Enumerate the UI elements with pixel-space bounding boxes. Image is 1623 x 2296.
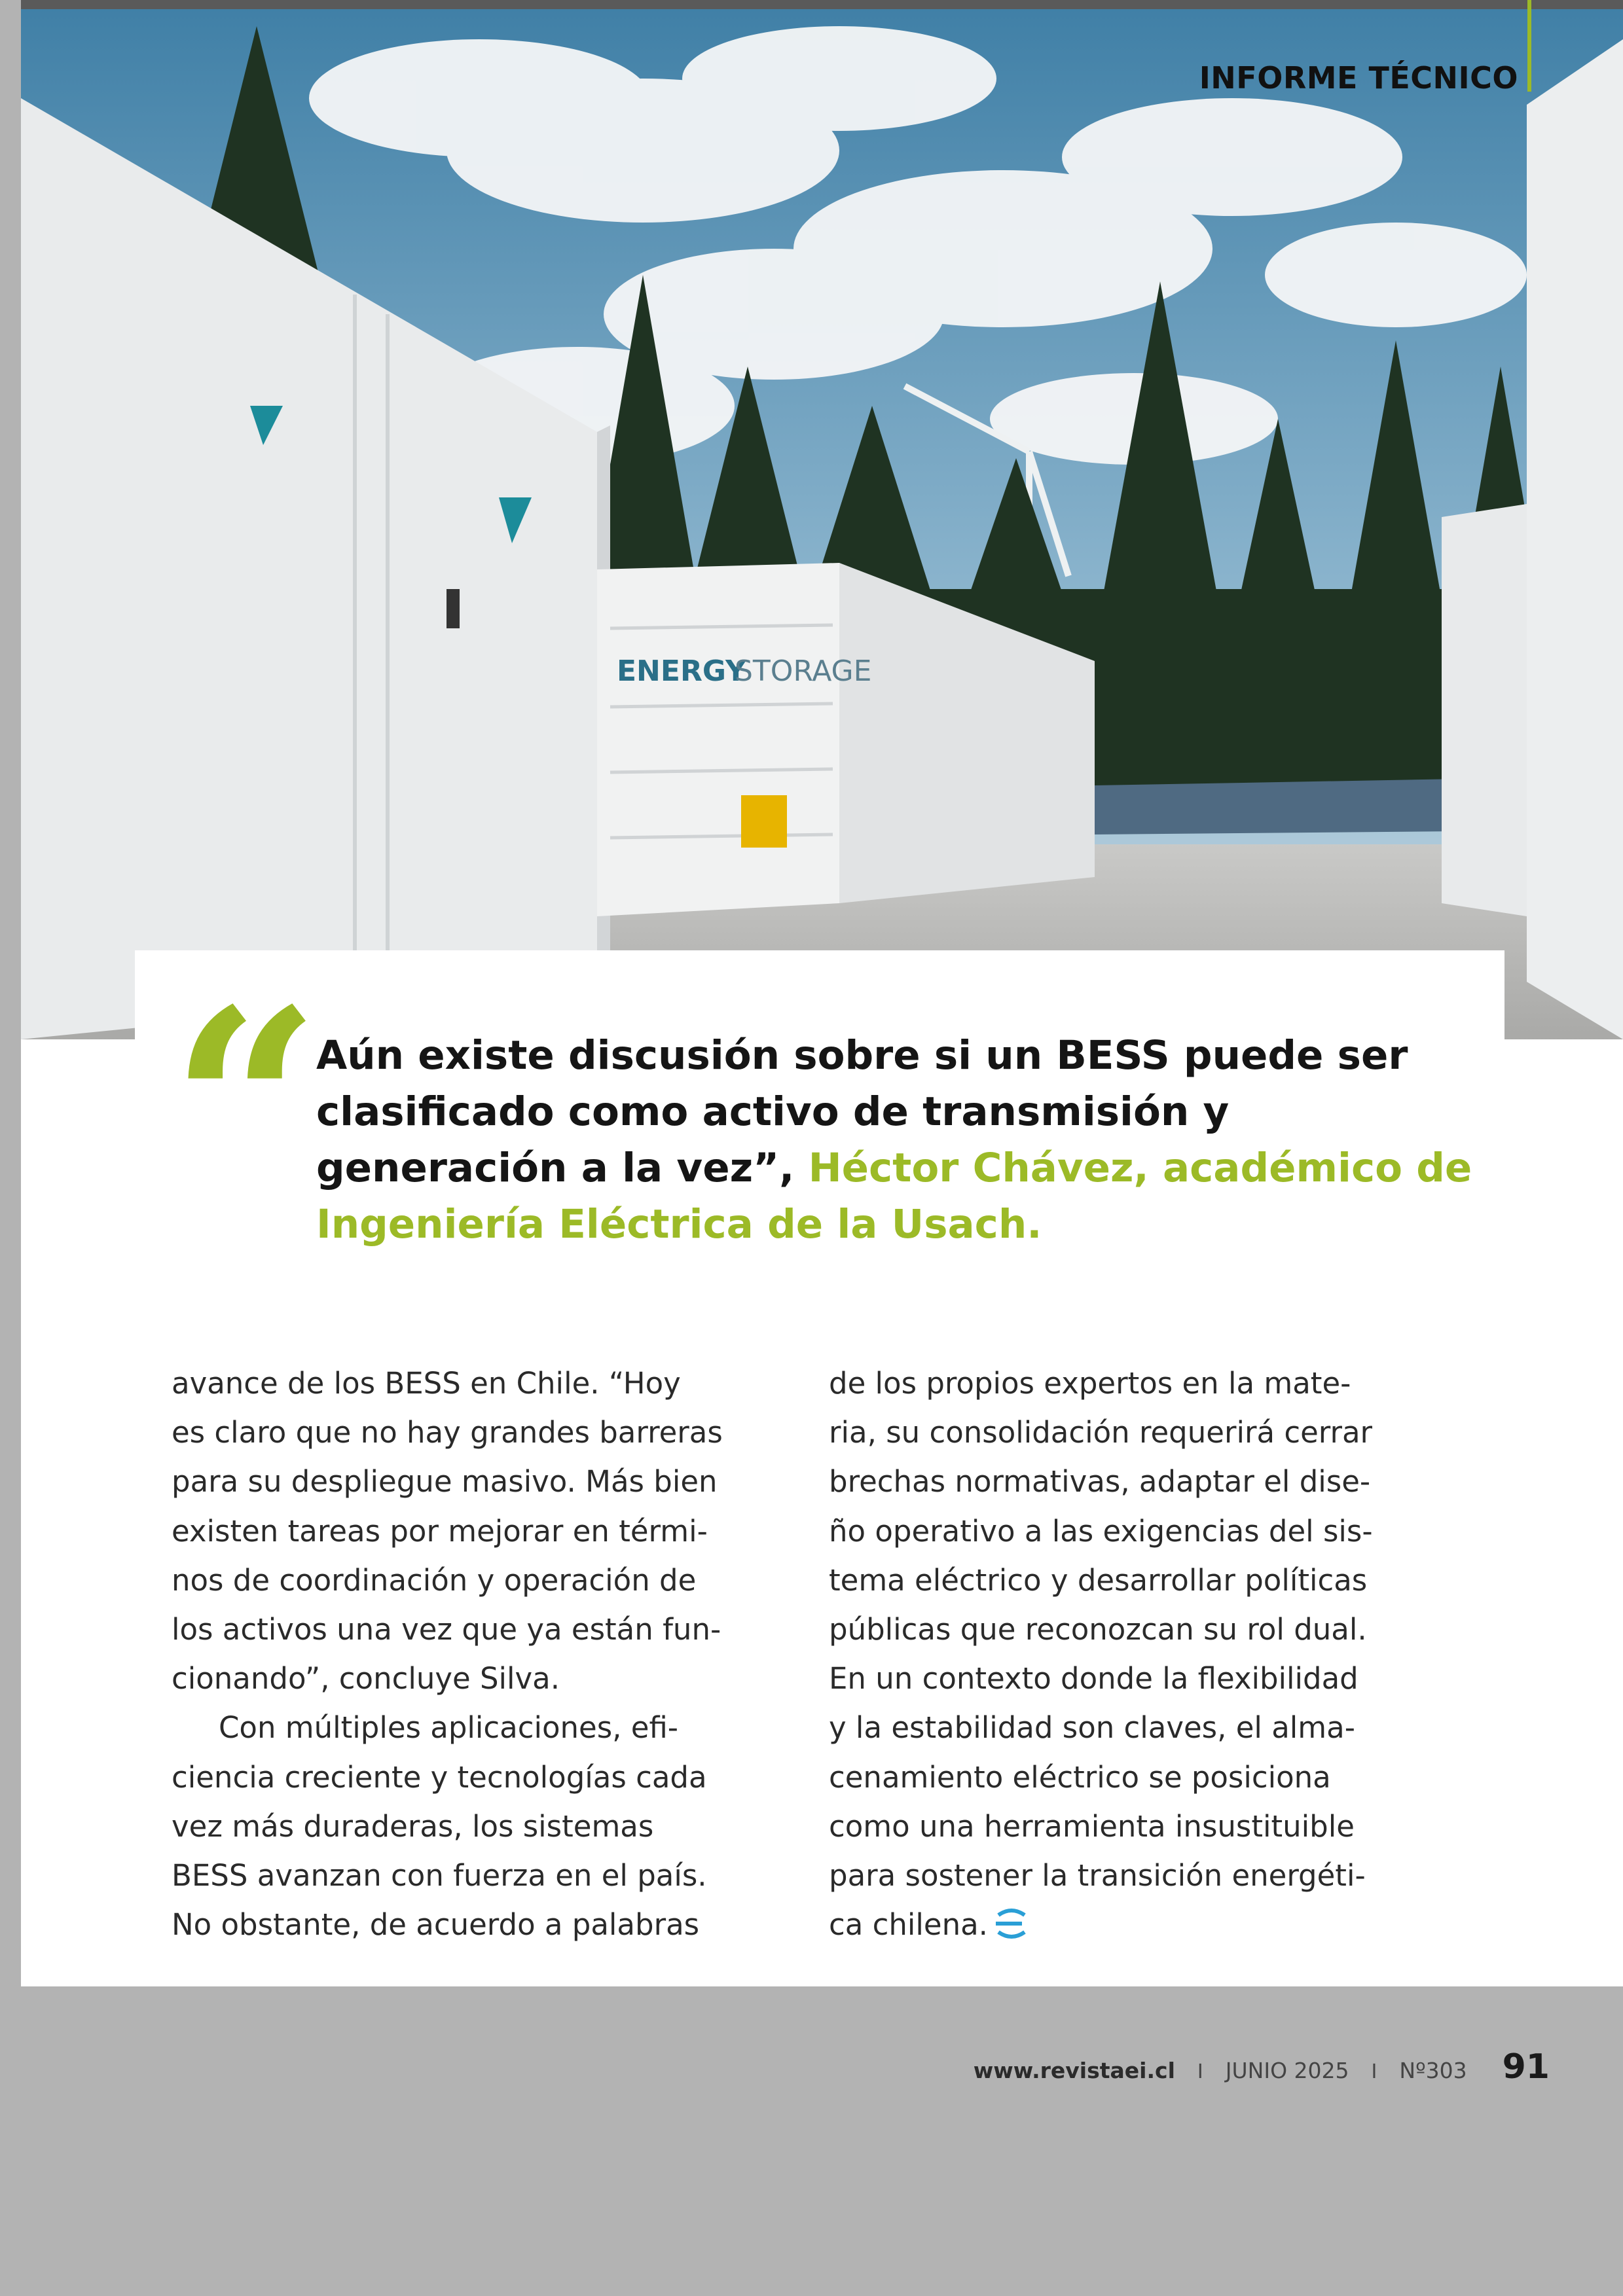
footer-separator: I	[1197, 2060, 1203, 2083]
ei-logo-icon	[993, 1907, 1030, 1940]
body-line: para su despliegue masivo. Más bien	[172, 1464, 718, 1499]
page-number: 91	[1502, 2047, 1550, 2087]
body-line: para sostener la transición energéti-	[829, 1858, 1366, 1893]
footer-issue: Nº303	[1399, 2058, 1467, 2083]
pull-quote-attribution: Héctor Chávez, académico de Ingeniería Eléctrica de la Usach.	[316, 1145, 1472, 1247]
body-line: ciencia creciente y tecnologías cada	[172, 1759, 707, 1795]
body-line: cionando”, concluye Silva.	[172, 1661, 560, 1696]
pull-quote-text: Aún existe discusión sobre si un BESS puede ser clasificado como activo de transmisión y generación a la vez”,	[316, 1032, 1408, 1191]
body-line: públicas que reconozcan su rol dual.	[829, 1612, 1367, 1647]
body-line: existen tareas por mejorar en térmi-	[172, 1513, 708, 1549]
body-column-right	[829, 1359, 1464, 1949]
footer-separator: I	[1371, 2060, 1377, 2083]
top-strip	[21, 0, 1623, 9]
footer-month: JUNIO 2025	[1225, 2058, 1349, 2083]
body-line: ño operativo a las exigencias del sis-	[829, 1513, 1373, 1549]
body-line: brechas normativas, adaptar el dise-	[829, 1464, 1371, 1499]
body-line-last-text: ca chilena.	[829, 1907, 988, 1943]
body-line: avance de los BESS en Chile. “Hoy	[172, 1366, 681, 1401]
footer-website: www.revistaei.cl	[973, 2058, 1175, 2083]
body-line: cenamiento eléctrico se posiciona	[829, 1759, 1331, 1795]
container-label-storage: STORAGE	[735, 655, 872, 688]
body-line: nos de coordinación y operación de	[172, 1562, 697, 1598]
body-line: vez más duraderas, los sistemas	[172, 1808, 654, 1844]
quote-mark-icon: “	[170, 952, 321, 1260]
body-line: es claro que no hay grandes barreras	[172, 1415, 723, 1450]
hero-photo	[21, 0, 1623, 1039]
body-line: En un contexto donde la flexibilidad	[829, 1661, 1359, 1696]
page-footer	[974, 2047, 1550, 2087]
solar-panels	[1095, 779, 1461, 834]
body-line: de los propios expertos en la mate-	[829, 1366, 1351, 1401]
body-line: y la estabilidad son claves, el alma-	[829, 1710, 1355, 1746]
container-label-energy: ENERGY	[617, 655, 746, 688]
section-label: INFORME TÉCNICO	[1199, 60, 1518, 96]
pull-quote	[316, 1028, 1482, 1253]
body-line: Con múltiples aplicaciones, efi-	[219, 1710, 679, 1746]
body-line: BESS avanzan con fuerza en el país.	[172, 1858, 707, 1893]
body-line-last	[829, 1900, 1464, 1949]
body-line: los activos una vez que ya están fun-	[172, 1612, 721, 1647]
body-line: ria, su consolidación requerirá cerrar	[829, 1415, 1373, 1450]
body-column-left	[172, 1359, 807, 1949]
energy-storage-photo	[21, 0, 1623, 1039]
body-line: tema eléctrico y desarrollar políticas	[829, 1562, 1368, 1598]
body-line: No obstante, de acuerdo a palabras	[172, 1907, 700, 1943]
body-line: como una herramienta insustituible	[829, 1808, 1355, 1844]
section-accent-bar	[1527, 0, 1531, 92]
